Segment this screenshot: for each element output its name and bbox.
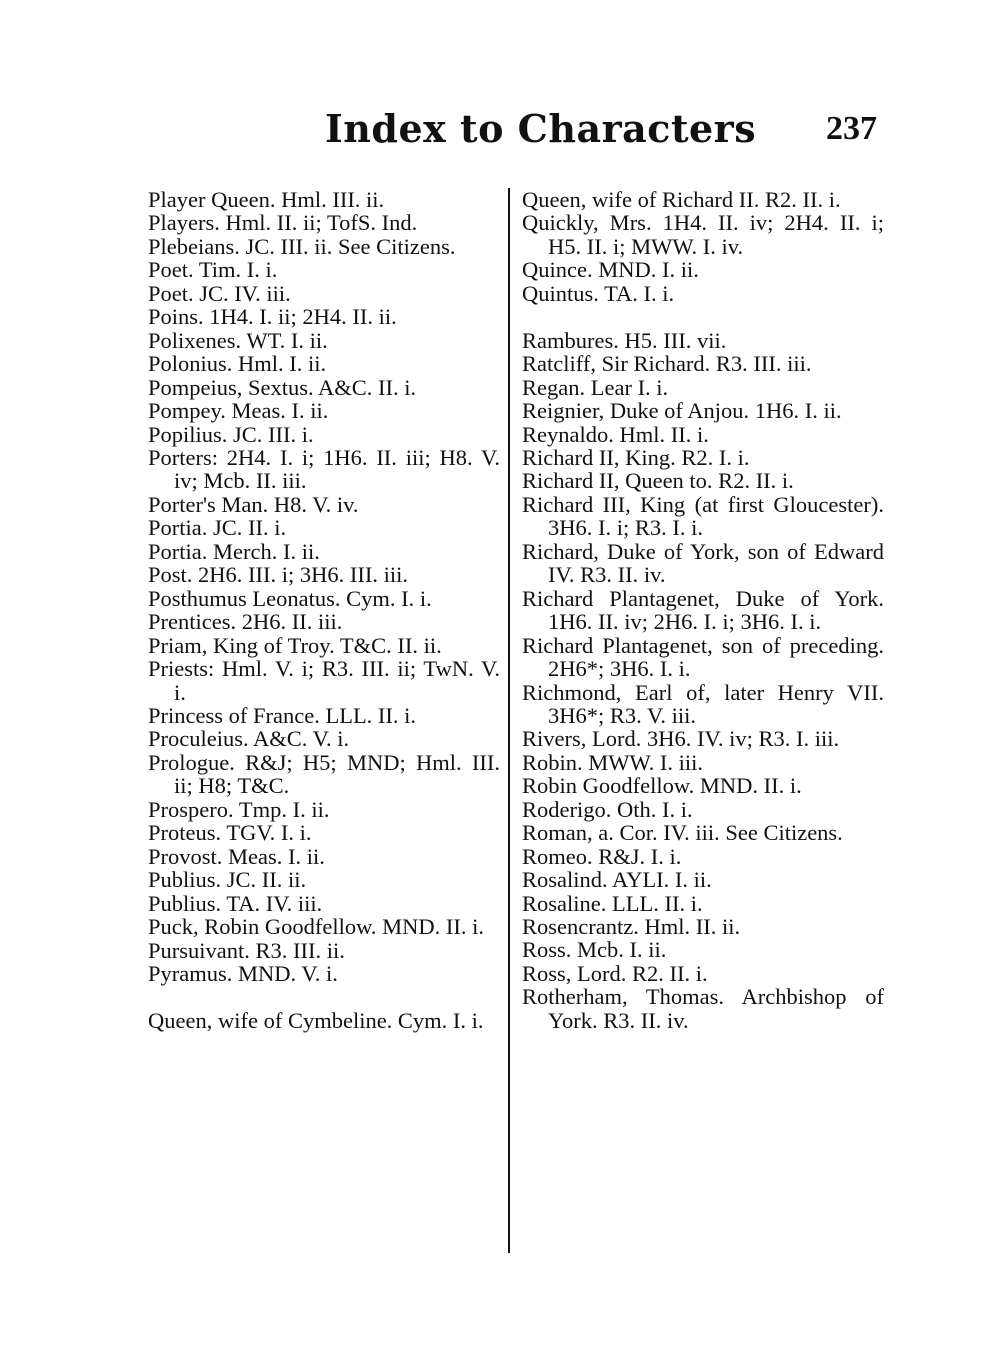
index-entry: Posthumus Leonatus. Cym. I. i. <box>148 585 432 611</box>
index-entry: Post. 2H6. III. i; 3H6. III. iii. <box>148 562 408 588</box>
index-entry: Pyramus. MND. V. i. <box>148 960 338 986</box>
page-number: 237 <box>826 110 877 147</box>
index-entry: Queen, wife of Cymbeline. Cym. I. i. <box>148 1007 484 1033</box>
index-entry: Richard Plantagenet, son of preceding. 2H6*; 3H6. I. i. <box>522 632 884 682</box>
index-entry: Rotherham, Thomas. Archbishop of York. R3. II. iv. <box>522 984 884 1033</box>
section-gap <box>148 985 500 1008</box>
index-entry: Player Queen. Hml. III. ii. <box>148 187 385 212</box>
index-entry: Porters: 2H4. I. i; 1H6. II. iii; H8. V. iv; Mcb. II. iii. <box>148 444 500 494</box>
index-entry: Portia. Merch. I. ii. <box>148 538 320 564</box>
index-entry: Rosaline. LLL. II. i. <box>522 890 703 916</box>
index-entry: Quickly, Mrs. 1H4. II. iv; 2H4. II. i; H5. II. i; MWW. I. iv. <box>522 210 884 259</box>
index-entry: Rosencrantz. Hml. II. ii. <box>522 914 741 940</box>
index-entry: Pompeius, Sextus. A&C. II. i. <box>148 374 417 400</box>
index-entry: Reynaldo. Hml. II. i. <box>522 421 709 447</box>
index-entry: Rivers, Lord. 3H6. IV. iv; R3. I. iii. <box>522 726 840 752</box>
index-entry: Polonius. Hml. I. ii. <box>148 351 327 377</box>
index-entry: Poet. Tim. I. i. <box>148 257 278 283</box>
index-entry: Publius. TA. IV. iii. <box>148 890 323 916</box>
column-divider <box>508 188 510 1253</box>
index-entry: Provost. Meas. I. ii. <box>148 843 325 869</box>
index-entry: Porter's Man. H8. V. iv. <box>148 491 359 517</box>
index-entry: Prentices. 2H6. II. iii. <box>148 609 343 635</box>
index-entry: Pursuivant. R3. III. ii. <box>148 937 345 963</box>
index-entry: Quintus. TA. I. i. <box>522 280 675 306</box>
page-header <box>0 106 1000 166</box>
index-entry: Richard Plantagenet, Duke of York. 1H6. II. iv; 2H6. I. i; 3H6. I. i. <box>522 585 884 635</box>
index-entry: Poet. JC. IV. iii. <box>148 280 291 306</box>
index-entry: Reignier, Duke of Anjou. 1H6. I. ii. <box>522 398 842 424</box>
index-entry: Richard II, King. R2. I. i. <box>522 444 750 470</box>
index-entry: Pompey. Meas. I. ii. <box>148 398 329 424</box>
index-entry: Rosalind. AYLI. I. ii. <box>522 867 712 893</box>
index-entry: Puck, Robin Goodfellow. MND. II. i. <box>148 914 485 940</box>
page-title: Index to Characters <box>325 106 757 151</box>
index-entry: Ross, Lord. R2. II. i. <box>522 960 708 986</box>
index-entry: Publius. JC. II. ii. <box>148 867 307 893</box>
index-entry: Richard III, King (at first Gloucester). 3H6. I. i; R3. I. i. <box>522 491 884 541</box>
index-entry: Popilius. JC. III. i. <box>148 421 314 447</box>
index-entry: Regan. Lear I. i. <box>522 374 669 400</box>
index-entry: Richard II, Queen to. R2. II. i. <box>522 468 794 494</box>
section-gap <box>522 305 884 328</box>
index-entry: Roderigo. Oth. I. i. <box>522 796 693 822</box>
index-entry: Prospero. Tmp. I. ii. <box>148 796 330 822</box>
index-entry: Quince. MND. I. ii. <box>522 257 699 283</box>
index-entry: Ross. Mcb. I. ii. <box>522 937 667 963</box>
index-entry: Rambures. H5. III. vii. <box>522 327 727 353</box>
index-entry: Players. Hml. II. ii; TofS. Ind. <box>148 210 418 236</box>
index-entry: Polixenes. WT. I. ii. <box>148 327 328 353</box>
index-entry: Ratcliff, Sir Richard. R3. III. iii. <box>522 351 812 377</box>
index-entry: Princess of France. LLL. II. i. <box>148 702 417 728</box>
index-entry: Plebeians. JC. III. ii. See Citizens. <box>148 233 456 259</box>
index-entry: Richmond, Earl of, later Henry VII. 3H6*; R3. V. iii. <box>522 679 884 728</box>
index-entry: Roman, a. Cor. IV. iii. See Citizens. <box>522 820 843 846</box>
right-index-column <box>522 188 884 1032</box>
index-entry: Priam, King of Troy. T&C. II. ii. <box>148 632 442 658</box>
index-entry: Prologue. R&J; H5; MND; Hml. III. ii; H8; T&C. <box>148 749 500 799</box>
index-entry: Proteus. TGV. I. i. <box>148 820 312 846</box>
index-entry: Queen, wife of Richard II. R2. II. i. <box>522 187 841 212</box>
index-entry: Proculeius. A&C. V. i. <box>148 726 350 752</box>
index-entry: Robin. MWW. I. iii. <box>522 749 704 775</box>
index-entry: Portia. JC. II. i. <box>148 515 287 541</box>
index-entry: Robin Goodfellow. MND. II. i. <box>522 773 802 799</box>
index-entry: Richard, Duke of York, son of Edward IV. R3. II. iv. <box>522 538 884 588</box>
index-entry: Poins. 1H4. I. ii; 2H4. II. ii. <box>148 304 397 330</box>
index-entry: Romeo. R&J. I. i. <box>522 843 682 869</box>
index-entry: Priests: Hml. V. i; R3. III. ii; TwN. V. i. <box>148 656 500 705</box>
left-index-column <box>148 188 500 1032</box>
